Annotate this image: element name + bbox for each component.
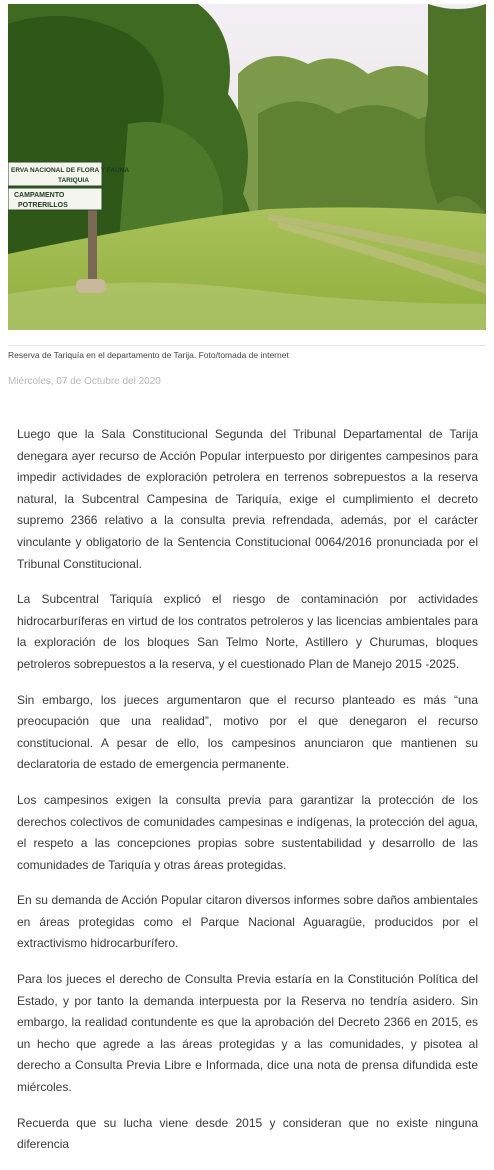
sign-line-4: POTRERILLOS [18, 202, 68, 209]
sign-line-3: CAMPAMENTO [14, 192, 65, 199]
sign-line-1: ERVA NACIONAL DE FLORA Y FAUNA [11, 167, 130, 174]
article-photo [8, 4, 486, 330]
paragraph: La Subcentral Tariquía explicó el riesgo de contaminación por actividades hidrocarburíferas en virtud de los contratos petroleros y las licencias ambientales para la exploración de los bloques San Telmo Norte, Astillero y Churumas, bloques petroleros sobrepuestos a la reserva, y el cuestionado Plan de Manejo 2015 -2025. [17, 592, 478, 671]
article-body [17, 424, 478, 1170]
caption-divider [8, 345, 486, 346]
paragraph: Los campesinos exigen la consulta previa para garantizar la protección de los derechos colectivos de comunidades campesinas e indígenas, la protección del agua, el respeto a las concepciones propias sobre sustentabilidad y desarrollo de las comunidades de Tariquía y otras áreas protegidas. [17, 792, 478, 872]
sign-line-2: TARIQUIA [58, 177, 89, 184]
paragraph: En su demanda de Acción Popular citaron diversos informes sobre daños ambientales en áreas protegidas como el Parque Nacional Aguaragüe, producidos por el extractivismo hidrocarburífero. [17, 893, 478, 951]
paragraph: Para los jueces el derecho de Consulta Previa estaría en la Constitución Política del Estado, y por tanto la demanda interpuesta por la Reserva no tendría asidero. Sin embargo, la realidad contundente es que la aprobación del Decreto 2366 en 2015, es un hecho que agrede a las áreas protegidas y a las comunidades, y pisotea al derecho a Consulta Previa Libre e Informada, dice una nota de prensa difundida este miércoles. [17, 972, 478, 1095]
publication-date: Miércoles, 07 de Octubre del 2020 [8, 376, 161, 387]
photo-caption: Reserva de Tariquía en el departamento de Tarija. Foto/tomada de internet [8, 350, 289, 360]
paragraph: Sin embargo, los jueces argumentaron que el recurso planteado es más “una preocupación que una realidad”, motivo por el que denegaron el recurso constitucional. A pesar de ello, los campesinos anunciaron que mantienen su declaratoria de estado de emergencia permanente. [17, 692, 478, 772]
paragraph: Luego que la Sala Constitucional Segunda del Tribunal Departamental de Tarija denegara ayer recurso de Acción Popular interpuesto por dirigentes campesinos para impedir actividades de exploración petrolera en terrenos sobrepuestos a la reserva natural, la Subcentral Campesina de Tariquía, exige el cumplimiento el decreto supremo 2366 relativo a la consulta previa refrendada, además, por el carácter vinculante y obligatorio de la Sentencia Constitucional 0064/2016 pronunciada por el Tribunal Constitucional. [17, 427, 478, 571]
paragraph: Recuerda que su lucha viene desde 2015 y consideran que no existe ninguna diferencia [17, 1115, 478, 1152]
